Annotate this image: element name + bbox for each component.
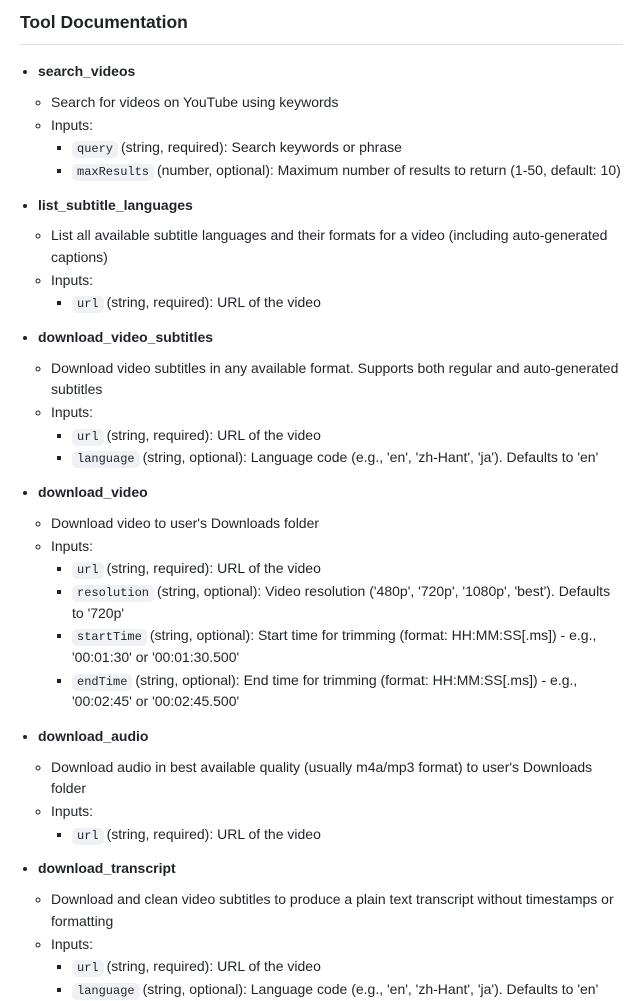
param-code: url (72, 562, 104, 579)
input-item (72, 137, 623, 159)
param-description: (string, optional): Language code (e.g., 'en', 'zh-Hant', 'ja'). Defaults to 'en' (142, 980, 599, 997)
param-code: url (72, 429, 104, 446)
param-description: (string, optional): Start time for trimming (format: HH:MM:SS[.ms]) - e.g., '00:01:30' or '00:01:30.500' (72, 627, 597, 665)
param-description: (string, required): Search keywords or phrase (121, 139, 402, 156)
input-list (51, 558, 623, 713)
input-list (51, 292, 623, 314)
input-item (72, 625, 623, 668)
inputs-label: Inputs: (51, 935, 94, 952)
param-code: language (72, 983, 140, 1000)
tool-description (51, 757, 623, 800)
param-description: (string, required): URL of the video (106, 560, 321, 577)
param-description: (string, required): URL of the video (106, 294, 321, 311)
tool-details (38, 889, 623, 1000)
input-item (72, 979, 623, 1001)
tool-item (38, 726, 623, 845)
param-description: (string, required): URL of the video (106, 958, 321, 975)
input-item (72, 581, 623, 624)
tool-inputs (51, 536, 623, 714)
input-item (72, 670, 623, 713)
input-list (51, 824, 623, 846)
param-description: (string, required): URL of the video (106, 825, 321, 842)
inputs-label: Inputs: (51, 404, 94, 421)
tool-description-text: Download video to user's Downloads folder (51, 514, 320, 531)
tool-item (38, 858, 623, 1000)
tool-description (51, 889, 623, 932)
tool-description-text: Download and clean video subtitles to produce a plain text transcript without timestamps or formatting (51, 891, 614, 929)
param-code: url (72, 296, 104, 313)
param-code: resolution (72, 585, 154, 602)
param-code: endTime (72, 674, 132, 691)
tool-description (51, 513, 623, 535)
tool-description-text: Download audio in best available quality (usually m4a/mp3 format) to user's Downloads folder (51, 758, 593, 797)
inputs-label: Inputs: (51, 803, 94, 820)
tool-name: download_audio (38, 728, 149, 744)
tool-name: list_subtitle_languages (38, 196, 193, 213)
tool-name: download_transcript (38, 860, 176, 877)
param-code: url (72, 828, 104, 845)
tool-name: download_video (38, 484, 148, 501)
tool-description-text: Search for videos on YouTube using keywords (51, 93, 339, 110)
tool-description-text: List all available subtitle languages and their formats for a video (including auto-generated captions) (51, 227, 608, 265)
input-list (51, 425, 623, 469)
tool-inputs (51, 115, 623, 182)
param-description: (string, optional): Video resolution ('480p', '720p', '1080p', 'best'). Defaults to '720p' (72, 582, 611, 621)
tool-details (38, 225, 623, 314)
param-code: url (72, 960, 104, 977)
param-description: (string, optional): Language code (e.g., 'en', 'zh-Hant', 'ja'). Defaults to 'en' (142, 449, 599, 466)
input-list (51, 956, 623, 1000)
tool-description (51, 225, 623, 268)
input-item (72, 558, 623, 580)
tool-details (38, 92, 623, 182)
tool-item (38, 195, 623, 314)
page-title: Tool Documentation (20, 9, 623, 45)
param-description: (string, optional): End time for trimming (format: HH:MM:SS[.ms]) - e.g., '00:02:45' or '00:02:45.500' (72, 671, 578, 710)
param-code: query (72, 141, 118, 158)
tool-description (51, 92, 623, 114)
input-item (72, 425, 623, 447)
tool-inputs (51, 402, 623, 469)
input-item (72, 824, 623, 846)
param-code: startTime (72, 629, 147, 646)
tool-name: download_video_subtitles (38, 329, 214, 345)
tool-details (38, 513, 623, 713)
inputs-label: Inputs: (51, 116, 94, 133)
param-description: (number, optional): Maximum number of results to return (1-50, default: 10) (157, 161, 621, 178)
tool-name: search_videos (38, 63, 136, 80)
tool-details (38, 757, 623, 846)
inputs-label: Inputs: (51, 271, 94, 288)
input-item (72, 160, 623, 182)
tool-details (38, 358, 623, 469)
tool-inputs (51, 270, 623, 314)
param-description: (string, required): URL of the video (106, 426, 321, 443)
tool-inputs (51, 801, 623, 845)
tool-list (20, 61, 623, 1000)
tool-item (38, 327, 623, 469)
param-code: maxResults (72, 164, 154, 181)
tool-description-text: Download video subtitles in any available format. Supports both regular and auto-generated subtitles (51, 359, 619, 398)
input-item (72, 956, 623, 978)
tool-item (38, 482, 623, 713)
tool-inputs (51, 934, 623, 1001)
param-code: language (72, 451, 140, 468)
input-item (72, 292, 623, 314)
input-item (72, 447, 623, 469)
inputs-label: Inputs: (51, 537, 94, 554)
input-list (51, 137, 623, 181)
tool-description (51, 358, 623, 401)
tool-item (38, 61, 623, 181)
